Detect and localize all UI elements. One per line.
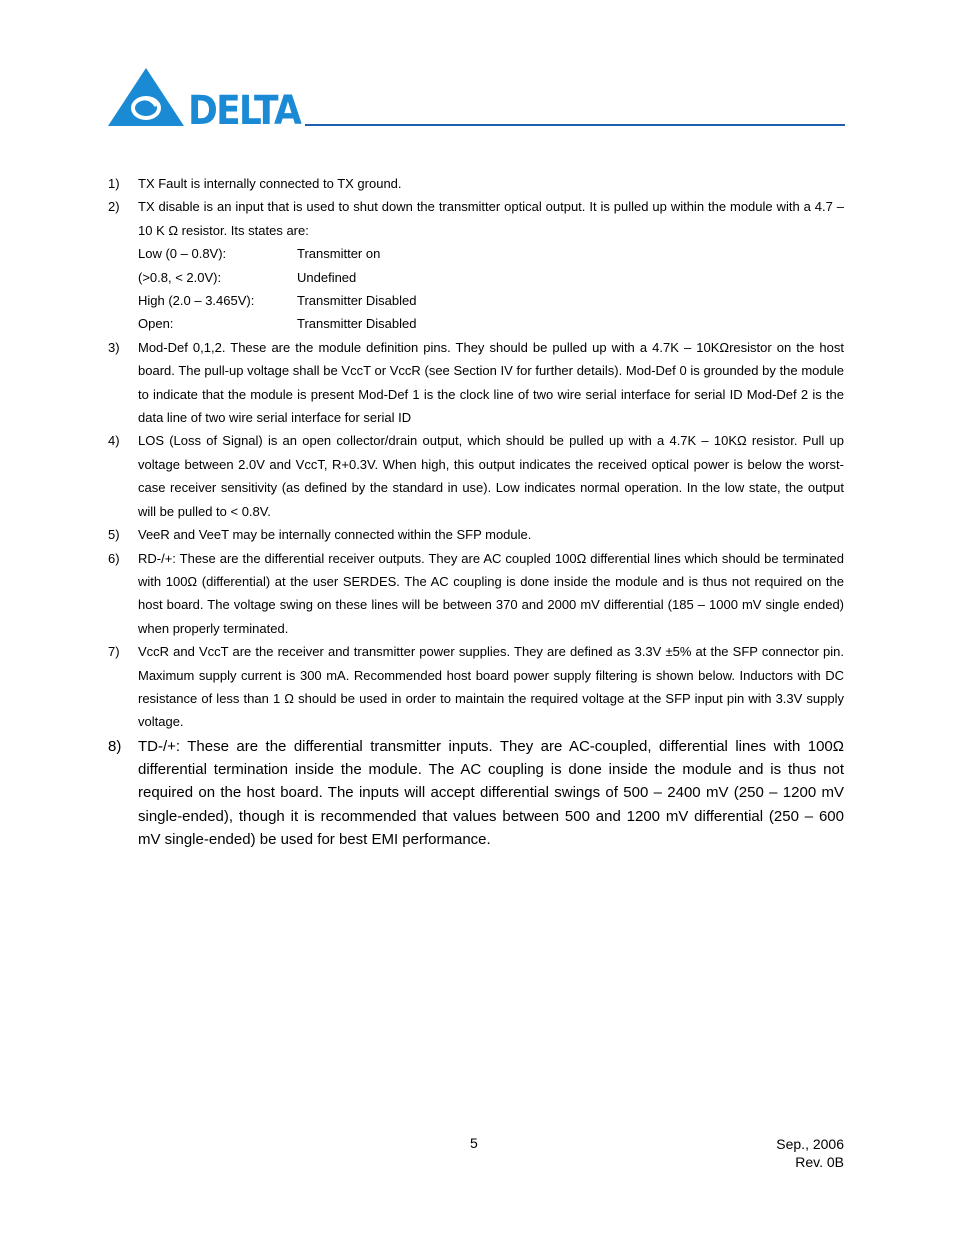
note-2 bbox=[108, 195, 844, 335]
note-number: 8) bbox=[108, 737, 122, 755]
state-value: Transmitter on bbox=[297, 246, 381, 262]
note-text: TX Fault is internally connected to TX ground. bbox=[138, 176, 402, 191]
delta-logo bbox=[108, 66, 303, 128]
note-6 bbox=[108, 547, 844, 641]
state-row bbox=[138, 289, 844, 312]
note-8 bbox=[108, 735, 844, 851]
delta-wordmark: DELTA bbox=[188, 88, 302, 128]
note-text: LOS (Loss of Signal) is an open collector/drain output, which should be pulled up with a 4.7K – 10KΩ resistor. Pull up voltage between 2.0V and VccT, R+0.3V. When high, this output indicates the received optical power is below the worst-case receiver sensitivity (as defined by the standard in use). Low indicates normal operation. In the low state, the output will be pulled to < 0.8V. bbox=[138, 433, 844, 519]
note-number: 7) bbox=[108, 644, 120, 660]
note-number: 2) bbox=[108, 199, 120, 215]
note-7 bbox=[108, 640, 844, 734]
note-number: 1) bbox=[108, 176, 120, 191]
note-3 bbox=[108, 336, 844, 430]
note-text: VccR and VccT are the receiver and transmitter power supplies. They are defined as 3.3V ±5% at the SFP connector pin. Maximum supply current is 300 mA. Recommended host board power supply filtering is shown below. Inductors with DC resistance of less than 1 Ω should be used in order to maintain the required voltage at the SFP input pin with 3.3V supply voltage. bbox=[138, 644, 844, 730]
note-text: TX disable is an input that is used to shut down the transmitter optical output. It is pulled up within the module with a 4.7 – 10 K Ω resistor. Its states are: bbox=[138, 199, 844, 238]
note-1 bbox=[108, 172, 844, 195]
page-number: 5 bbox=[470, 1135, 478, 1151]
state-level: High (2.0 – 3.465V): bbox=[138, 293, 255, 309]
state-level: (>0.8, < 2.0V): bbox=[138, 269, 222, 285]
state-value: Transmitter Disabled bbox=[297, 293, 417, 309]
state-row bbox=[138, 266, 844, 289]
footer-revision: Rev. 0B bbox=[795, 1154, 844, 1170]
state-row bbox=[138, 312, 844, 335]
note-text: RD-/+: These are the differential receiver outputs. They are AC coupled 100Ω differential lines which should be terminated with 100Ω (differential) at the user SERDES. The AC coupling is done inside the module and is thus not required on the host board. The voltage swing on these lines will be between 370 and 2000 mV differential (185 – 1000 mV single ended) when properly terminated. bbox=[138, 550, 844, 636]
pin-notes bbox=[108, 172, 844, 851]
footer-date: Sep., 2006 bbox=[776, 1136, 844, 1152]
note-number: 5) bbox=[108, 527, 120, 543]
note-text: TD-/+: These are the differential transmitter inputs. They are AC-coupled, differential lines with 100Ω differential termination inside the module. The AC coupling is done inside the module and is thus not required on the host board. The inputs will accept differential swings of 500 – 2400 mV (250 – 1200 mV single-ended), though it is recommended that values between 500 and 1200 mV differential (250 – 600 mV single-ended) be used for best EMI performance. bbox=[138, 737, 844, 848]
note-4 bbox=[108, 429, 844, 523]
page-header bbox=[108, 66, 845, 128]
state-row bbox=[138, 242, 844, 265]
tx-disable-states bbox=[138, 242, 844, 336]
note-number: 3) bbox=[108, 339, 120, 355]
note-number: 4) bbox=[108, 433, 120, 449]
state-level: Open: bbox=[138, 316, 174, 332]
note-number: 6) bbox=[108, 550, 120, 566]
note-text: Mod-Def 0,1,2. These are the module definition pins. They should be pulled up with a 4.7K – 10KΩresistor on the host board. The pull-up voltage shall be VccT or VccR (see Section IV for further details). Mod-Def 0 is grounded by the module to indicate that the module is present Mod-Def 1 is the clock line of two wire serial interface for serial ID Mod-Def 2 is the data line of two wire serial interface for serial ID bbox=[138, 339, 844, 426]
note-text: VeeR and VeeT may be internally connected within the SFP module. bbox=[138, 527, 532, 543]
state-value: Transmitter Disabled bbox=[297, 316, 417, 332]
footer-date-revision bbox=[776, 1135, 844, 1171]
header-rule bbox=[305, 124, 845, 126]
state-value: Undefined bbox=[297, 269, 357, 285]
state-level: Low (0 – 0.8V): bbox=[138, 246, 227, 262]
note-5 bbox=[108, 523, 844, 546]
